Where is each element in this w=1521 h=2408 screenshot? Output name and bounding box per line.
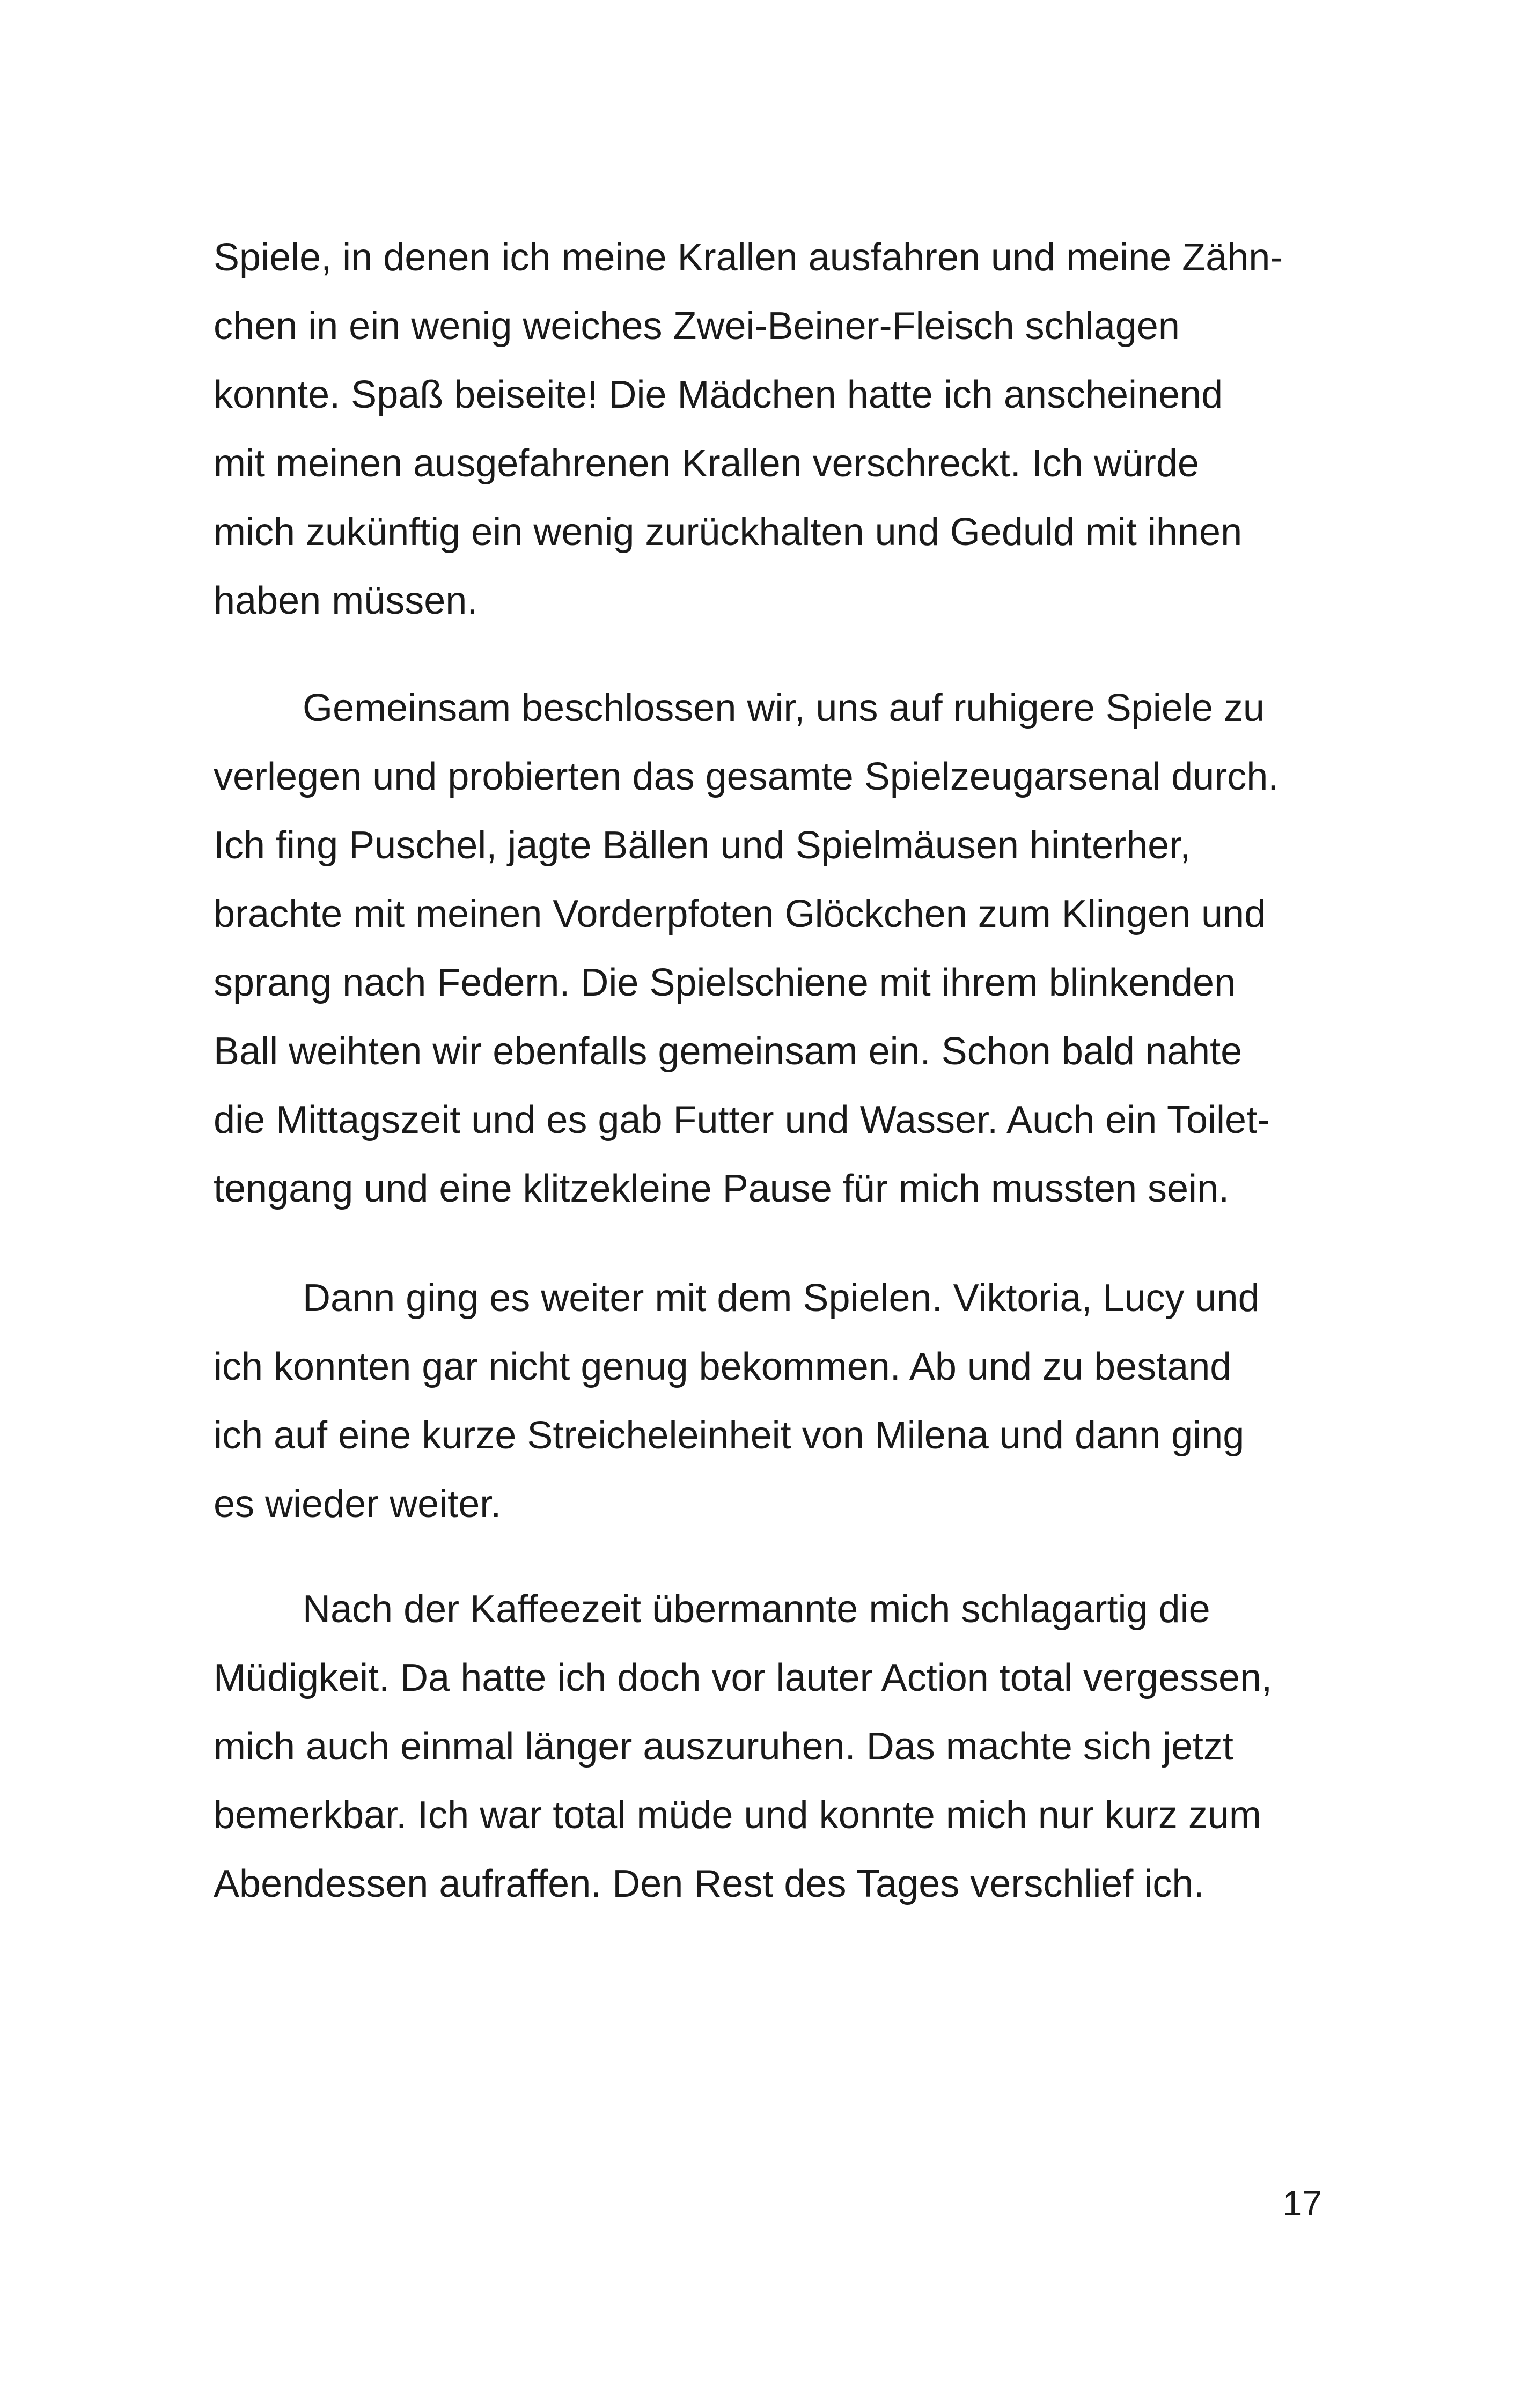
text-line: chen in ein wenig weiches Zwei-Beiner-Fleisch schlagen (214, 305, 1180, 348)
text-line: mich auch einmal länger auszuruhen. Das machte sich jetzt (214, 1725, 1233, 1768)
text-line: verlegen und probierten das gesamte Spielzeugarsenal durch. (214, 755, 1279, 798)
text-line: brachte mit meinen Vorderpfoten Glöckchen zum Klingen und (214, 893, 1266, 936)
page-number: 17 (1282, 2183, 1322, 2223)
text-line: mich zukünftig ein wenig zurückhalten und Geduld mit ihnen (214, 511, 1243, 554)
text-line: tengang und eine klitzekleine Pause für mich mussten sein. (214, 1167, 1230, 1210)
text-line-indented: Dann ging es weiter mit dem Spielen. Viktoria, Lucy und (303, 1277, 1260, 1320)
text-line: sprang nach Federn. Die Spielschiene mit ihrem blinkenden (214, 961, 1236, 1004)
text-line-indented: Nach der Kaffeezeit übermannte mich schlagartig die (303, 1588, 1210, 1631)
text-line: die Mittagszeit und es gab Futter und Wasser. Auch ein Toilet- (214, 1099, 1270, 1142)
paragraph-1 (214, 223, 1319, 635)
text-line: es wieder weiter. (214, 1483, 502, 1526)
paragraph-3 (214, 1264, 1319, 1538)
text-line: Spiele, in denen ich meine Krallen ausfahren und meine Zähn- (214, 236, 1283, 279)
paragraph-2 (214, 674, 1319, 1223)
text-line: Abendessen aufraffen. Den Rest des Tages verschlief ich. (214, 1862, 1204, 1905)
text-line: Ball weihten wir ebenfalls gemeinsam ein. Schon bald nahte (214, 1030, 1243, 1073)
text-line: mit meinen ausgefahrenen Krallen verschreckt. Ich würde (214, 442, 1199, 485)
text-line: ich konnten gar nicht genug bekommen. Ab und zu bestand (214, 1345, 1232, 1388)
text-line: ich auf eine kurze Streicheleinheit von Milena und dann ging (214, 1414, 1245, 1457)
text-line: Ich fing Puschel, jagte Bällen und Spielmäusen hinterher, (214, 824, 1191, 867)
text-line: Müdigkeit. Da hatte ich doch vor lauter Action total vergessen, (214, 1656, 1273, 1699)
text-line: bemerkbar. Ich war total müde und konnte mich nur kurz zum (214, 1794, 1261, 1837)
text-line: haben müssen. (214, 579, 478, 622)
paragraph-4 (214, 1575, 1319, 1918)
text-line: konnte. Spaß beiseite! Die Mädchen hatte ich anscheinend (214, 373, 1223, 416)
text-line-indented: Gemeinsam beschlossen wir, uns auf ruhigere Spiele zu (303, 687, 1265, 730)
